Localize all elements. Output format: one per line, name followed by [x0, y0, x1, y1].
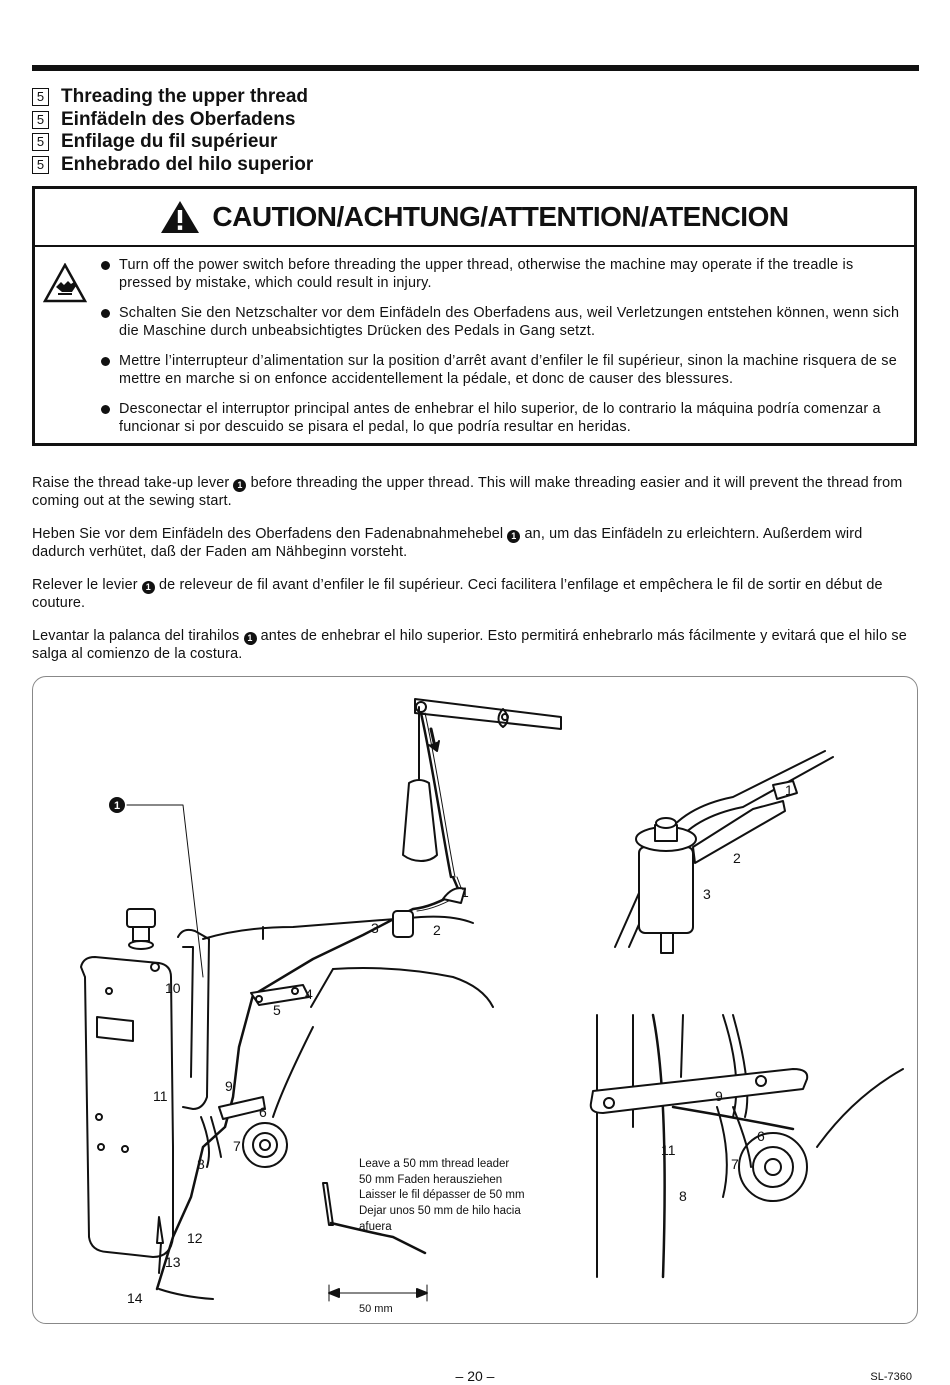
section-number-box: 5	[32, 156, 49, 174]
section-titles	[32, 86, 313, 176]
label-inset-right-7: 7	[731, 1156, 739, 1172]
label-main-3: 3	[371, 920, 379, 936]
caution-title: CAUTION/ACHTUNG/ATTENTION/ATENCION	[212, 201, 789, 232]
label-main-6: 6	[259, 1104, 267, 1120]
label-inset-right-6: 6	[757, 1128, 765, 1144]
thread-guide-ring	[416, 702, 426, 712]
label-main-7: 7	[233, 1138, 241, 1154]
paragraph-es: Levantar la palanca del tirahilos 1 antes de enhebrar el hilo superior. Esto permitirá enhebrarlo más fácilmente y evitará que el hilo se salga al comienzo de la costura.	[32, 628, 907, 662]
caution-box	[32, 186, 917, 446]
threading-illustration	[32, 676, 918, 1324]
label-inset-right-11: 11	[661, 1142, 676, 1158]
section-number-box: 5	[32, 88, 49, 106]
title-en: 5 Threading the upper thread	[32, 86, 313, 109]
dimension-label: 50 mm	[359, 1303, 393, 1315]
section-number-box: 5	[32, 133, 49, 151]
label-inset-right-9: 9	[715, 1088, 723, 1104]
label-inset-top-1: 1	[785, 782, 793, 798]
label-main-12: 12	[187, 1230, 203, 1246]
thread-stand-bar	[415, 699, 561, 729]
top-rule	[32, 65, 919, 71]
warning-triangle-icon	[160, 200, 200, 234]
title-es: 5 Enhebrado del hilo superior	[32, 154, 313, 177]
paragraph-fr: Relever le levier 1 de releveur de fil avant d’enfiler le fil supérieur. Ceci facilitera l’enfilage et empêchera le fil de sortir en début de couture.	[32, 577, 883, 611]
caution-item-de: Schalten Sie den Netzschalter vor dem Einfädeln des Oberfadens aus, weil Verletzungen entstehen können, wenn sich die Maschine durch unbeabsichtigtes Drücken des Pedals in Gang setzt.	[101, 305, 902, 340]
title-de: 5 Einfädeln des Oberfadens	[32, 109, 313, 132]
thread-leader-note: Leave a 50 mm thread leader 50 mm Faden herausziehen Laisser le fil dépasser de 50 mm Dejar unos 50 mm de hilo hacia afuera	[359, 1158, 525, 1233]
caution-header	[35, 189, 914, 247]
tension-dial	[243, 1123, 287, 1167]
label-main-2: 2	[433, 922, 441, 938]
take-up-lever-marker-label: 1	[113, 800, 121, 812]
section-number-box: 5	[32, 111, 49, 129]
label-main-4: 4	[305, 986, 313, 1002]
ref-marker: 1	[233, 479, 246, 492]
label-main-8: 8	[197, 1156, 205, 1172]
tension-dial-large	[739, 1133, 807, 1201]
ref-marker: 1	[507, 530, 520, 543]
ref-marker: 1	[244, 632, 257, 645]
label-main-11: 11	[153, 1088, 168, 1104]
model-code: SL-7360	[870, 1371, 912, 1383]
label-main-14: 14	[127, 1290, 143, 1306]
label-main-10: 10	[165, 980, 181, 996]
label-main-9: 9	[225, 1078, 233, 1094]
label-main-5: 5	[273, 1002, 281, 1018]
label-inset-top-3: 3	[703, 886, 711, 902]
inset-lower-right	[591, 1015, 903, 1277]
paragraph-en: Raise the thread take-up lever 1 before threading the upper thread. This will make threading easier and it will prevent the thread from coming out at the sewing start.	[32, 475, 903, 509]
machine-head	[81, 957, 173, 1257]
caution-item-en: Turn off the power switch before threading the upper thread, otherwise the machine may operate if the treadle is pressed by mistake, which could result in injury.	[101, 257, 902, 292]
thread-cone	[403, 780, 437, 861]
label-inset-top-2: 2	[733, 850, 741, 866]
label-main-13: 13	[165, 1254, 181, 1270]
label-main-1: 1	[461, 884, 469, 900]
caution-item-es: Desconectar el interruptor principal antes de enhebrar el hilo superior, de lo contrario la máquina podría comenzar a funcionar si por descuido se pisara el pedal, lo que podría resultar en heridas.	[101, 401, 902, 436]
caution-body	[35, 247, 914, 436]
inset-top-right	[615, 751, 833, 953]
label-inset-right-8: 8	[679, 1188, 687, 1204]
caution-item-fr: Mettre l’interrupteur d’alimentation sur la position d’arrêt avant d’enfiler le fil supérieur, sinon la machine risquera de se mettre en marche si on enfonce accidentellement la pédale, et donc de causer des blessures.	[101, 353, 902, 388]
page-number: – 20 –	[455, 1368, 495, 1384]
ref-marker: 1	[142, 581, 155, 594]
paragraph-de: Heben Sie vor dem Einfädeln des Oberfadens den Fadenabnahmehebel 1 an, um das Einfädeln zu erleichtern. Außerdem wird dadurch verhütet, daß der Faden am Nähbeginn vorsteht.	[32, 526, 863, 560]
instruction-paragraphs	[32, 475, 919, 679]
title-fr: 5 Enfilage du fil supérieur	[32, 131, 313, 154]
hand-hazard-icon	[43, 263, 87, 303]
